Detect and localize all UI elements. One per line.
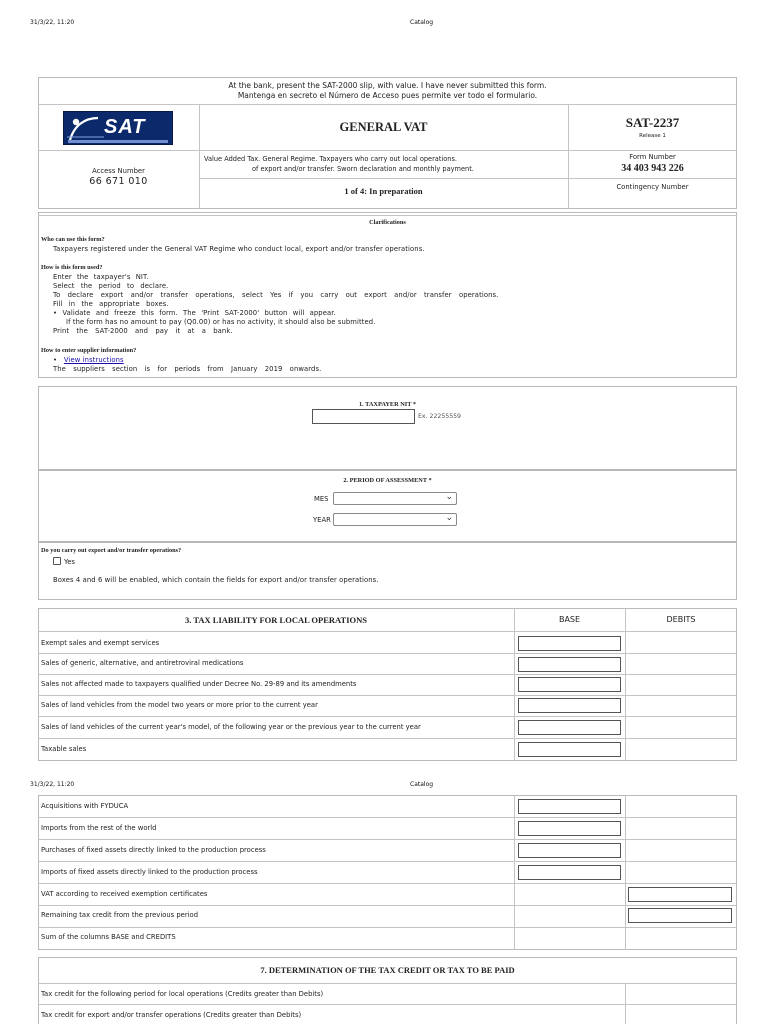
table-row: Purchases of fixed assets directly linked to the production process bbox=[41, 846, 266, 854]
supplier-heading: How to enter supplier information? bbox=[41, 347, 137, 354]
year-select[interactable] bbox=[333, 513, 457, 526]
base-input[interactable] bbox=[518, 843, 621, 858]
export-yes-label: Yes bbox=[64, 558, 75, 566]
form-number: 34 403 943 226 bbox=[621, 163, 684, 174]
notice-line-1: At the bank, present the SAT-2000 slip, with value. I have never submitted this form. bbox=[228, 81, 547, 90]
table-row: VAT according to received exemption certificates bbox=[41, 890, 208, 898]
who-heading: Who can use this form? bbox=[41, 236, 105, 243]
contingency-label: Contingency Number bbox=[616, 183, 689, 191]
clarifications-title: Clarifications bbox=[369, 219, 406, 226]
who-text: Taxpayers registered under the General VAT Regime who conduct local, export and/or transfer operations. bbox=[53, 245, 425, 253]
table-row: Acquisitions with FYDUCA bbox=[41, 802, 129, 810]
table-row: Sales of land vehicles from the model two years or more prior to the current year bbox=[41, 701, 318, 709]
how-line: Print the SAT-2000 and pay it at a bank. bbox=[53, 327, 233, 335]
credits-input[interactable] bbox=[628, 908, 732, 923]
month-label: MES bbox=[314, 495, 329, 503]
how-line: Enter the taxpayer's NIT. bbox=[53, 273, 149, 281]
table-row: Tax credit for the following period for local operations (Credits greater than Debits) bbox=[41, 990, 324, 998]
table-row: Sum of the columns BASE and CREDITS bbox=[41, 933, 176, 941]
month-select[interactable] bbox=[333, 492, 457, 505]
table-row: Tax credit for export and/or transfer operations (Credits greater than Debits) bbox=[41, 1011, 302, 1019]
base-input[interactable] bbox=[518, 698, 621, 713]
base-input[interactable] bbox=[518, 799, 621, 814]
table-row: Imports from the rest of the world bbox=[41, 824, 157, 832]
base-column-header: BASE bbox=[558, 615, 581, 624]
description-line-1: Value Added Tax. General Regime. Taxpayers who carry out local operations. bbox=[204, 155, 458, 163]
taxpayer-nit-input[interactable] bbox=[312, 409, 415, 424]
how-line: If the form has no amount to pay (Q0.00) or has no activity, it should also be submitted. bbox=[66, 318, 376, 326]
bullet-icon: • bbox=[53, 356, 64, 364]
how-heading: How is this form used? bbox=[41, 264, 103, 271]
access-number-label: Access Number bbox=[92, 167, 145, 175]
print-title: Catalog bbox=[410, 19, 434, 26]
base-input[interactable] bbox=[518, 657, 621, 672]
debits-column-header: DEBITS bbox=[666, 615, 696, 624]
supplier-link-item bbox=[53, 356, 124, 364]
table-row: Exempt sales and exempt services bbox=[41, 639, 160, 647]
table-row: Sales of generic, alternative, and antiretroviral medications bbox=[41, 659, 244, 667]
bank-notice bbox=[38, 81, 737, 101]
form-status: 1 of 4: In preparation bbox=[344, 186, 423, 196]
base-input[interactable] bbox=[518, 677, 621, 692]
print-title: Catalog bbox=[410, 781, 434, 788]
taxpayer-nit-label: 1. TAXPAYER NIT * bbox=[358, 401, 417, 408]
credits-input[interactable] bbox=[628, 887, 732, 902]
print-date: 31/3/22, 11:20 bbox=[30, 781, 75, 788]
section7-title: 7. DETERMINATION OF THE TAX CREDIT OR TAX TO BE PAID bbox=[260, 965, 515, 975]
base-input[interactable] bbox=[518, 636, 621, 651]
base-input[interactable] bbox=[518, 821, 621, 836]
export-note: Boxes 4 and 6 will be enabled, which contain the fields for export and/or transfer operations. bbox=[53, 576, 379, 584]
chevron-down-icon: ⌄ bbox=[445, 492, 453, 502]
taxpayer-nit-example: Ex. 22255559 bbox=[418, 413, 461, 420]
table-row: Imports of fixed assets directly linked to the production process bbox=[41, 868, 258, 876]
export-yes-checkbox[interactable] bbox=[53, 557, 61, 565]
description-line-2: of export and/or transfer. Sworn declaration and monthly payment. bbox=[252, 165, 474, 173]
notice-line-2: Mantenga en secreto el Número de Acceso pues permite ver todo el formulario. bbox=[237, 91, 538, 100]
how-line: Fill in the appropriate boxes. bbox=[53, 300, 169, 308]
logo-text: SAT bbox=[104, 116, 146, 138]
section3-title: 3. TAX LIABILITY FOR LOCAL OPERATIONS bbox=[185, 615, 367, 625]
print-date: 31/3/22, 11:20 bbox=[30, 19, 75, 26]
table-row: Sales not affected made to taxpayers qualified under Decree No. 29-89 and its amendments bbox=[41, 680, 357, 688]
view-instructions-link[interactable]: View instructions bbox=[63, 356, 124, 364]
supplier-text: The suppliers section is for periods from January 2019 onwards. bbox=[53, 365, 322, 373]
access-number: 66 671 010 bbox=[89, 176, 148, 187]
base-input[interactable] bbox=[518, 742, 621, 757]
taxpayer-panel bbox=[38, 386, 737, 470]
release-label: Release 1 bbox=[639, 133, 666, 139]
table-row: Taxable sales bbox=[41, 745, 87, 753]
form-code: SAT-2237 bbox=[625, 115, 680, 130]
form-number-label: Form Number bbox=[629, 153, 676, 161]
table-row: Remaining tax credit from the previous period bbox=[41, 911, 199, 919]
chevron-down-icon: ⌄ bbox=[445, 513, 453, 523]
table-row: Sales of land vehicles of the current year's model, of the following year or the previous year to the current year bbox=[41, 723, 421, 731]
form-title: GENERAL VAT bbox=[339, 120, 428, 134]
how-line: To declare export and/or transfer operations, select Yes if you carry out export and/or transfer operations. bbox=[53, 291, 499, 299]
year-label: YEAR bbox=[313, 516, 331, 524]
how-line: • Validate and freeze this form. The 'Print SAT-2000' button will appear. bbox=[53, 309, 336, 317]
how-line: Select the period to declare. bbox=[53, 282, 169, 290]
sat-logo bbox=[63, 111, 173, 145]
export-question: Do you carry out export and/or transfer operations? bbox=[41, 547, 182, 554]
base-input[interactable] bbox=[518, 720, 621, 735]
period-label: 2. PERIOD OF ASSESSMENT * bbox=[343, 477, 432, 484]
base-input[interactable] bbox=[518, 865, 621, 880]
